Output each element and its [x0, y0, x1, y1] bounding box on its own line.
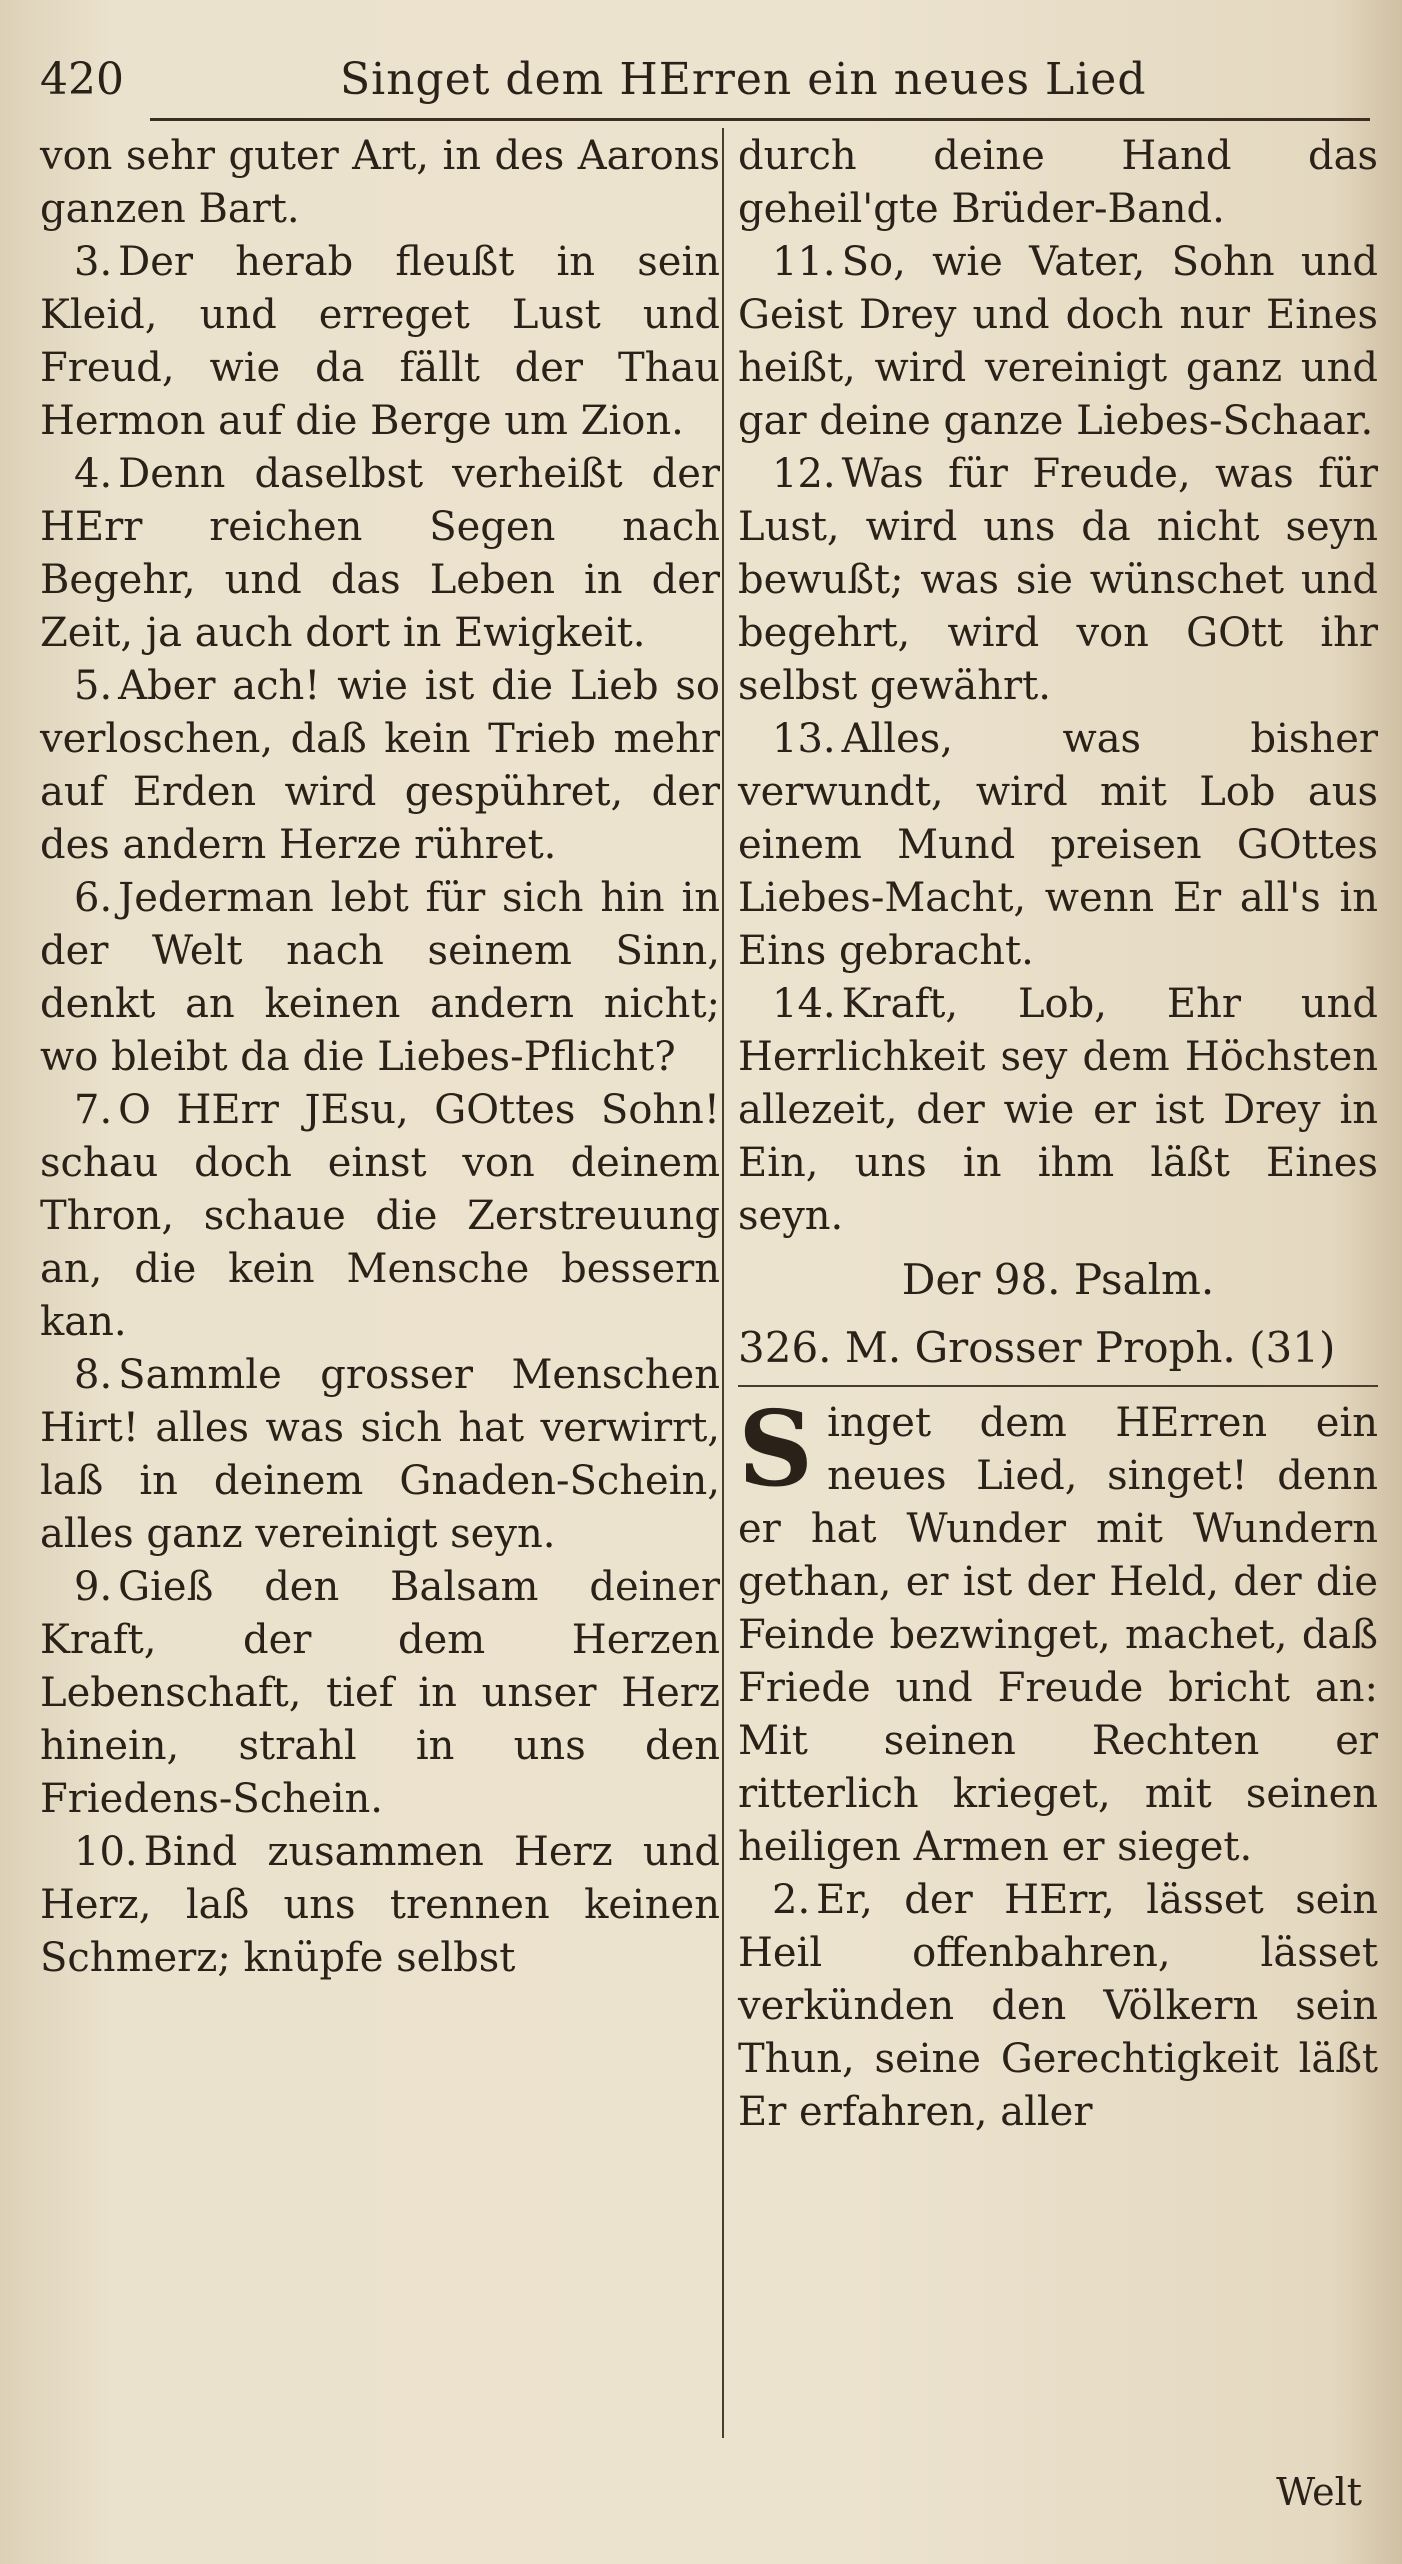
verse-text: Was für Freude, was für Lust, wird uns da nicht seyn bewußt; was sie wünschet und begehrt, wird von GOtt ihr selbst gewährt. — [738, 451, 1378, 709]
drop-cap-initial: S — [738, 1387, 814, 1510]
verse — [40, 1561, 720, 1826]
hymn-verse-2-text: Er, der HErr, lässet sein Heil offenbahren, lässet verkünden den Völkern sein Thun, seine Gerechtigkeit läßt Er erfahren, aller — [738, 1877, 1378, 2135]
verse-number: 5. — [74, 663, 113, 709]
verse — [738, 713, 1378, 978]
verse-text: Kraft, Lob, Ehr und Herrlichkeit sey dem Höchsten allezeit, der wie er ist Drey in Ein, uns in ihm läßt Eines seyn. — [738, 981, 1378, 1239]
verse-number: 12. — [772, 451, 836, 497]
verse-number: 11. — [772, 239, 836, 285]
hymn-verse-1-text: inget dem HErren ein neues Lied, singet! denn er hat Wunder mit Wundern gethan, er ist der Held, der die Feinde bezwinget, machet, daß Friede und Freude bricht an: Mit seinen Rechten er ritterlich krieget, mit seinen heiligen Armen er sieget. — [738, 1400, 1378, 1870]
verse-number: 4. — [74, 451, 113, 497]
verse-number: 6. — [74, 875, 113, 921]
left-column — [40, 130, 720, 1985]
verse — [738, 236, 1378, 448]
verse — [738, 448, 1378, 713]
verse-number: 3. — [74, 239, 113, 285]
catchword: Welt — [1276, 2470, 1362, 2514]
verse — [40, 448, 720, 660]
hymn-number-and-tune: 326. M. Grosser Proph. (31) — [738, 1323, 1336, 1372]
verse-text: Der herab fleußt in sein Kleid, und erreget Lust und Freud, wie da fällt der Thau Hermon auf die Berge um Zion. — [40, 239, 720, 444]
verse-text: Bind zusammen Herz und Herz, laß uns trennen keinen Schmerz; knüpfe selbst — [40, 1829, 720, 1981]
verse — [40, 1826, 720, 1985]
verse — [40, 236, 720, 448]
verse — [40, 1084, 720, 1349]
verse-number: 2. — [772, 1877, 811, 1923]
verse-text: So, wie Vater, Sohn und Geist Drey und doch nur Eines heißt, wird vereinigt ganz und gar deine ganze Liebes-Schaar. — [738, 239, 1378, 444]
verse-number: 7. — [74, 1087, 113, 1133]
verse-text: von sehr guter Art, in des Aarons ganzen Bart. — [40, 133, 720, 232]
verse-text: Gieß den Balsam deiner Kraft, der dem Herzen Lebenschaft, tief in unser Herz hinein, strahl in uns den Friedens-Schein. — [40, 1564, 720, 1822]
verse-continuation — [40, 130, 720, 236]
verse-number: 8. — [74, 1352, 113, 1398]
verse — [40, 660, 720, 872]
verse-number: 14. — [772, 981, 836, 1027]
page-header — [40, 40, 1340, 120]
verse-text: Alles, was bisher verwundt, wird mit Lob aus einem Mund preisen GOttes Liebes-Macht, wenn Er all's in Eins gebracht. — [738, 716, 1378, 974]
psalm-title: Der 98. Psalm. — [901, 1255, 1215, 1304]
column-divider — [722, 128, 724, 2438]
header-rule — [150, 118, 1370, 121]
page-number: 420 — [40, 54, 124, 105]
verse-number: 10. — [74, 1829, 138, 1875]
hymn-rule — [738, 1385, 1378, 1387]
verse-text: O HErr JEsu, GOttes Sohn! schau doch einst von deinem Thron, schaue die Zerstreuung an, die kein Mensche bessern kan. — [40, 1087, 720, 1345]
verse-text: Aber ach! wie ist die Lieb so verloschen, daß kein Trieb mehr auf Erden wird gespühret, der des andern Herze rühret. — [40, 663, 720, 868]
verse-text: durch deine Hand das geheil'gte Brüder-Band. — [738, 133, 1378, 232]
verse — [738, 978, 1378, 1243]
verse-text: Jederman lebt für sich hin in der Welt nach seinem Sinn, denkt an keinen andern nicht; wo bleibt da die Liebes-Pflicht? — [40, 875, 720, 1080]
verse-continuation — [738, 130, 1378, 236]
verse — [40, 872, 720, 1084]
verse-text: Sammle grosser Menschen Hirt! alles was sich hat verwirrt, laß in deinem Gnaden-Schein, alles ganz vereinigt seyn. — [40, 1352, 720, 1557]
verse-text: Denn daselbst verheißt der HErr reichen Segen nach Begehr, und das Leben in der Zeit, ja auch dort in Ewigkeit. — [40, 451, 720, 656]
hymn-verse-2 — [738, 1874, 1378, 2139]
running-title: Singet dem HErren ein neues Lied — [340, 54, 1147, 105]
verse-number: 13. — [772, 716, 836, 762]
verse — [40, 1349, 720, 1561]
hymn-verse-1 — [738, 1387, 1378, 1874]
verse-number: 9. — [74, 1564, 113, 1610]
right-column — [738, 130, 1378, 2139]
